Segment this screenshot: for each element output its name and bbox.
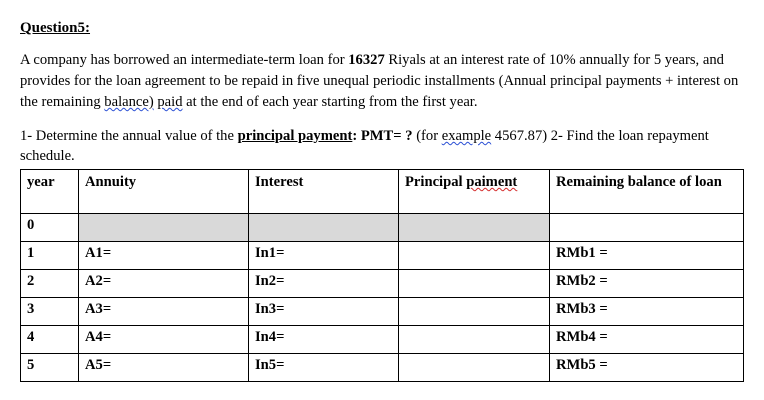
cell-annuity: A1= — [79, 242, 249, 270]
table-row — [21, 354, 744, 382]
cell-year: 4 — [21, 326, 79, 354]
task-statement — [20, 126, 742, 166]
cell-principal — [399, 270, 550, 298]
cell-annuity — [79, 214, 249, 242]
cell-principal — [399, 214, 550, 242]
header-interest: Interest — [249, 170, 399, 214]
header-remaining: Remaining balance of loan — [550, 170, 744, 214]
cell-year: 2 — [21, 270, 79, 298]
cell-interest: In4= — [249, 326, 399, 354]
cell-year: 0 — [21, 214, 79, 242]
task-text-3: (for — [416, 128, 442, 144]
cell-interest: In2= — [249, 270, 399, 298]
task-text-1: 1- Determine the annual value of the — [20, 128, 238, 144]
cell-interest: In1= — [249, 242, 399, 270]
cell-annuity: A4= — [79, 326, 249, 354]
repayment-schedule-table — [20, 169, 744, 382]
cell-remaining: RMb4 = — [550, 326, 744, 354]
cell-remaining: RMb2 = — [550, 270, 744, 298]
table-row — [21, 326, 744, 354]
problem-text-4: at the end of each year starting from the first year. — [182, 94, 478, 110]
cell-annuity: A5= — [79, 354, 249, 382]
cell-remaining: RMb3 = — [550, 298, 744, 326]
cell-remaining: RMb5 = — [550, 354, 744, 382]
question-heading: Question5: — [20, 20, 91, 36]
question-document — [20, 18, 744, 166]
cell-annuity: A3= — [79, 298, 249, 326]
cell-year: 1 — [21, 242, 79, 270]
paid-word: paid — [157, 94, 183, 110]
table-row — [21, 214, 744, 242]
header-annuity: Annuity — [79, 170, 249, 214]
header-principal-pre: Principal — [405, 174, 467, 190]
loan-amount: 16327 — [348, 52, 385, 68]
principal-payment-term: principal payment — [237, 128, 353, 144]
problem-text-2: Riyals at an interest rate of 10% annually for 5 years, and provides for the loan agreement to be repaid in five unequal periodic installments (Annual principal payments + interest on the remaining — [20, 52, 739, 110]
table-row — [21, 298, 744, 326]
header-principal-word: paiment — [466, 174, 518, 190]
cell-principal — [399, 242, 550, 270]
table-header-row — [21, 170, 744, 214]
cell-principal — [399, 354, 550, 382]
cell-annuity: A2= — [79, 270, 249, 298]
task-text-4: 4567.87) 2- Find the loan repayment schedule. — [20, 128, 709, 164]
cell-remaining: RMb1 = — [550, 242, 744, 270]
table-row — [21, 242, 744, 270]
problem-text-1: A company has borrowed an intermediate-term loan for — [20, 52, 349, 68]
cell-interest: In3= — [249, 298, 399, 326]
cell-year: 3 — [21, 298, 79, 326]
header-principal — [399, 170, 550, 214]
balance-word: balance) — [104, 94, 154, 110]
cell-remaining — [550, 214, 744, 242]
cell-year: 5 — [21, 354, 79, 382]
cell-interest — [249, 214, 399, 242]
table-row — [21, 270, 744, 298]
example-word: example — [441, 128, 492, 144]
pmt-formula: : PMT= ? — [352, 128, 417, 144]
problem-statement — [20, 50, 742, 113]
cell-principal — [399, 298, 550, 326]
header-year: year — [21, 170, 79, 214]
cell-interest: In5= — [249, 354, 399, 382]
cell-principal — [399, 326, 550, 354]
